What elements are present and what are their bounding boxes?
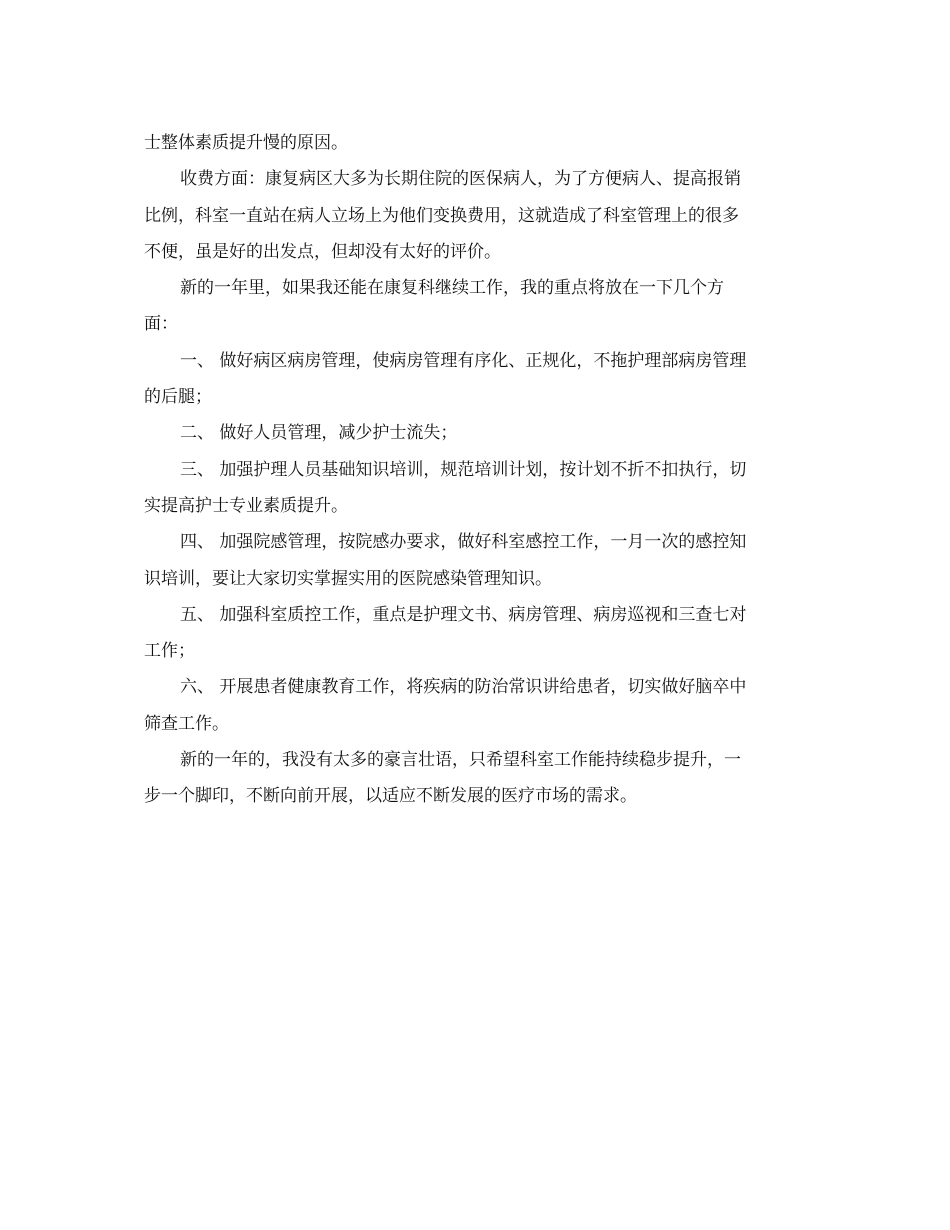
text-line: 工作；	[144, 641, 195, 662]
text-line: 收费方面：康复病区大多为长期住院的医保病人，为了方便病人、提高报销	[180, 169, 741, 190]
text-line: 二、 做好人员管理，减少护士流失；	[180, 423, 458, 444]
paragraph-closing	[144, 742, 806, 815]
paragraph-continuation	[144, 125, 806, 161]
text-line: 士整体素质提升慢的原因。	[144, 133, 348, 153]
list-item-5	[144, 597, 806, 670]
list-item-6	[144, 669, 806, 742]
text-line: 六、 开展患者健康教育工作，将疾病的防治常识讲给患者，切实做好脑卒中	[180, 677, 747, 698]
list-item-3	[144, 452, 806, 525]
list-item-1	[144, 343, 806, 416]
text-line: 实提高护士专业素质提升。	[144, 495, 348, 516]
text-line: 步一个脚印，不断向前开展，以适应不断发展的医疗市场的需求。	[144, 786, 637, 807]
text-line: 识培训，要让大家切实掌握实用的医院感染管理知识。	[144, 568, 552, 589]
text-line: 五、 加强科室质控工作，重点是护理文书、病房管理、病房巡视和三查七对	[180, 604, 747, 625]
text-line: 筛查工作。	[144, 713, 229, 734]
paragraph-fees	[144, 161, 806, 270]
text-line: 三、 加强护理人员基础知识培训，规范培训计划，按计划不折不扣执行，切	[180, 459, 747, 480]
text-line: 不便，虽是好的出发点，但却没有太好的评价。	[144, 241, 501, 262]
text-line: 面：	[144, 314, 178, 335]
text-line: 比例，科室一直站在病人立场上为他们变换费用，这就造成了科室管理上的很多	[144, 205, 739, 226]
text-line: 一、 做好病区病房管理，使病房管理有序化、正规化，不拖护理部病房管理	[180, 350, 747, 371]
document-body	[144, 125, 806, 815]
paragraph-new-year-focus	[144, 270, 806, 343]
list-item-2	[144, 415, 806, 451]
text-line: 新的一年里，如果我还能在康复科继续工作，我的重点将放在一下几个方	[180, 278, 724, 299]
list-item-4	[144, 524, 806, 597]
text-line: 新的一年的，我没有太多的豪言壮语，只希望科室工作能持续稳步提升，一	[180, 750, 741, 771]
text-line: 的后腿；	[144, 387, 212, 408]
text-line: 四、 加强院感管理，按院感办要求，做好科室感控工作，一月一次的感控知	[180, 532, 747, 553]
